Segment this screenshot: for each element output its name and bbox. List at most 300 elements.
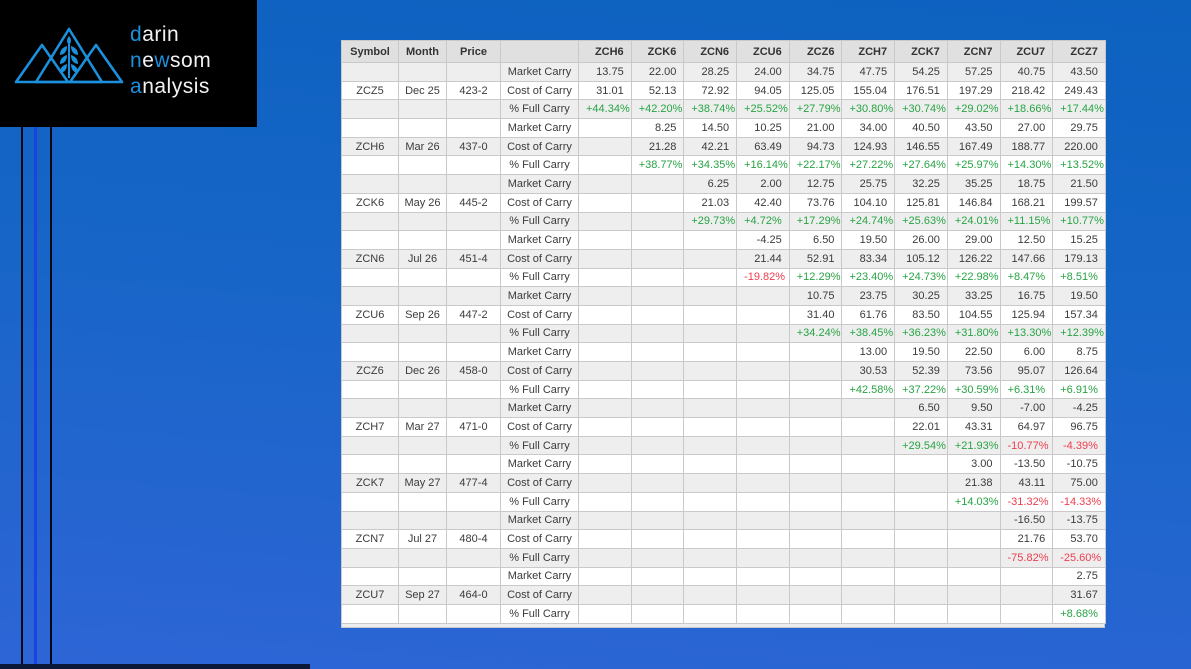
cell <box>399 436 447 455</box>
cell <box>447 100 501 119</box>
cell <box>579 343 632 362</box>
cell: 125.81 <box>895 193 948 212</box>
column-header <box>501 41 579 63</box>
cell: % Full Carry <box>501 100 579 119</box>
cell: 21.00 <box>789 119 842 138</box>
cell: 477-4 <box>447 474 501 493</box>
cell <box>684 455 737 474</box>
cell <box>789 418 842 437</box>
cell <box>631 231 684 250</box>
cell: +16.14% <box>737 156 790 175</box>
cell <box>1000 567 1053 586</box>
cell <box>579 567 632 586</box>
partial-row-sliver <box>341 624 1105 628</box>
cell: +4.72% <box>737 212 790 231</box>
cell <box>579 511 632 530</box>
cell: 32.25 <box>895 175 948 194</box>
cell: Cost of Carry <box>501 249 579 268</box>
cell <box>399 287 447 306</box>
cell <box>342 343 399 362</box>
cell <box>447 567 501 586</box>
cell: 2.00 <box>737 175 790 194</box>
cell <box>447 156 501 175</box>
cell: Cost of Carry <box>501 530 579 549</box>
cell <box>447 175 501 194</box>
cell: 54.25 <box>895 63 948 82</box>
cell: 73.76 <box>789 193 842 212</box>
cell: -19.82% <box>737 268 790 287</box>
cell: 19.50 <box>895 343 948 362</box>
cell: 40.75 <box>1000 63 1053 82</box>
table-row <box>342 436 1106 455</box>
cell: +36.23% <box>895 324 948 343</box>
cell <box>789 474 842 493</box>
cell: 437-0 <box>447 137 501 156</box>
cell <box>342 156 399 175</box>
cell <box>579 175 632 194</box>
cell: 21.03 <box>684 193 737 212</box>
cell: +14.30% <box>1000 156 1053 175</box>
table-row <box>342 81 1106 100</box>
cell: Cost of Carry <box>501 137 579 156</box>
cell: +37.22% <box>895 380 948 399</box>
cell: 464-0 <box>447 586 501 605</box>
cell <box>631 418 684 437</box>
cell: +12.29% <box>789 268 842 287</box>
cell: 445-2 <box>447 193 501 212</box>
cell <box>737 586 790 605</box>
cell: -4.25 <box>1053 399 1106 418</box>
column-header: ZCZ6 <box>789 41 842 63</box>
cell <box>737 418 790 437</box>
cell <box>399 268 447 287</box>
cell: 451-4 <box>447 249 501 268</box>
cell: Market Carry <box>501 63 579 82</box>
cell: +29.54% <box>895 436 948 455</box>
cell <box>737 474 790 493</box>
cell: 33.25 <box>947 287 1000 306</box>
column-header: ZCU7 <box>1000 41 1053 63</box>
wheat-mountains-logo-icon <box>14 26 124 86</box>
column-header: Price <box>447 41 501 63</box>
cell: % Full Carry <box>501 436 579 455</box>
cell: -13.50 <box>1000 455 1053 474</box>
cell <box>399 399 447 418</box>
cell: % Full Carry <box>501 604 579 623</box>
column-header: ZCH7 <box>842 41 895 63</box>
cell: -13.75 <box>1053 511 1106 530</box>
cell: Cost of Carry <box>501 586 579 605</box>
cell <box>399 156 447 175</box>
cell: ZCU6 <box>342 305 399 324</box>
cell <box>447 231 501 250</box>
cell <box>447 399 501 418</box>
cell <box>342 548 399 567</box>
cell <box>399 119 447 138</box>
cell <box>342 436 399 455</box>
table-row <box>342 455 1106 474</box>
cell: ZCN7 <box>342 530 399 549</box>
cell <box>631 586 684 605</box>
cell: 220.00 <box>1053 137 1106 156</box>
table-row <box>342 324 1106 343</box>
cell: % Full Carry <box>501 380 579 399</box>
cell: -10.75 <box>1053 455 1106 474</box>
cell: 53.70 <box>1053 530 1106 549</box>
cell <box>342 399 399 418</box>
cell <box>579 249 632 268</box>
cell <box>342 492 399 511</box>
cell: Sep 26 <box>399 305 447 324</box>
cell: -4.25 <box>737 231 790 250</box>
cell: Cost of Carry <box>501 362 579 381</box>
cell <box>842 436 895 455</box>
cell <box>579 212 632 231</box>
cell: 458-0 <box>447 362 501 381</box>
column-header: ZCU6 <box>737 41 790 63</box>
cell <box>789 511 842 530</box>
cell <box>631 287 684 306</box>
cell: % Full Carry <box>501 212 579 231</box>
cell <box>399 231 447 250</box>
cell <box>789 530 842 549</box>
cell <box>342 212 399 231</box>
cell: +21.93% <box>947 436 1000 455</box>
cell <box>579 455 632 474</box>
cell: 471-0 <box>447 418 501 437</box>
cell: 94.73 <box>789 137 842 156</box>
vertical-line <box>34 127 37 664</box>
cell <box>631 343 684 362</box>
cell: 35.25 <box>947 175 1000 194</box>
column-header: ZCN6 <box>684 41 737 63</box>
cell <box>579 305 632 324</box>
cell: -14.33% <box>1053 492 1106 511</box>
cell: 21.50 <box>1053 175 1106 194</box>
cell: May 27 <box>399 474 447 493</box>
table-row <box>342 305 1106 324</box>
cell: 19.50 <box>1053 287 1106 306</box>
cell: Dec 26 <box>399 362 447 381</box>
cell: 423-2 <box>447 81 501 100</box>
cell <box>447 436 501 455</box>
cell: 199.57 <box>1053 193 1106 212</box>
cell <box>842 511 895 530</box>
cell: Cost of Carry <box>501 305 579 324</box>
cell: +25.63% <box>895 212 948 231</box>
cell: +24.74% <box>842 212 895 231</box>
cell: 8.75 <box>1053 343 1106 362</box>
cell <box>737 567 790 586</box>
cell <box>842 548 895 567</box>
cell: -4.39% <box>1053 436 1106 455</box>
cell <box>895 586 948 605</box>
cell <box>789 436 842 455</box>
table-row <box>342 175 1106 194</box>
cell <box>447 511 501 530</box>
cell: 12.50 <box>1000 231 1053 250</box>
cell <box>579 530 632 549</box>
cell <box>842 586 895 605</box>
cell <box>447 492 501 511</box>
cell <box>579 418 632 437</box>
cell: 6.25 <box>684 175 737 194</box>
cell: +24.01% <box>947 212 1000 231</box>
cell <box>342 100 399 119</box>
cell: Market Carry <box>501 343 579 362</box>
cell <box>447 604 501 623</box>
cell: +29.02% <box>947 100 1000 119</box>
cell <box>947 548 1000 567</box>
cell: +34.35% <box>684 156 737 175</box>
vertical-line <box>21 127 23 664</box>
cell <box>579 604 632 623</box>
cell: -75.82% <box>1000 548 1053 567</box>
cell <box>947 567 1000 586</box>
cell: 95.07 <box>1000 362 1053 381</box>
table-row <box>342 343 1106 362</box>
table-row <box>342 511 1106 530</box>
logo-line: analysis <box>130 75 210 98</box>
cell <box>579 362 632 381</box>
cell <box>631 511 684 530</box>
cell <box>631 455 684 474</box>
cell <box>684 362 737 381</box>
cell: 12.75 <box>789 175 842 194</box>
cell: 126.22 <box>947 249 1000 268</box>
cell: 22.01 <box>895 418 948 437</box>
brand-logo <box>0 0 257 127</box>
cell <box>447 343 501 362</box>
cell: 23.75 <box>842 287 895 306</box>
column-header: Symbol <box>342 41 399 63</box>
cell <box>447 455 501 474</box>
cell: ZCN6 <box>342 249 399 268</box>
cell: -7.00 <box>1000 399 1053 418</box>
table-row <box>342 249 1106 268</box>
cell <box>342 63 399 82</box>
cell <box>631 362 684 381</box>
cell: Market Carry <box>501 567 579 586</box>
cell <box>631 492 684 511</box>
cell <box>684 492 737 511</box>
cell <box>737 604 790 623</box>
cell: 6.50 <box>895 399 948 418</box>
cell: 34.00 <box>842 119 895 138</box>
cell: ZCK7 <box>342 474 399 493</box>
cell <box>842 474 895 493</box>
cell <box>579 474 632 493</box>
cell <box>737 324 790 343</box>
cell <box>342 231 399 250</box>
table-row <box>342 287 1106 306</box>
cell <box>579 436 632 455</box>
cell <box>684 474 737 493</box>
table-header-row <box>342 41 1106 63</box>
cell <box>631 249 684 268</box>
cell <box>399 63 447 82</box>
cell: 42.21 <box>684 137 737 156</box>
cell: 19.50 <box>842 231 895 250</box>
cell <box>399 567 447 586</box>
cell <box>447 63 501 82</box>
cell <box>631 436 684 455</box>
cell: +23.40% <box>842 268 895 287</box>
cell: 63.49 <box>737 137 790 156</box>
cell <box>947 604 1000 623</box>
cell <box>631 324 684 343</box>
cell: 43.50 <box>1053 63 1106 82</box>
cell <box>342 455 399 474</box>
cell: +34.24% <box>789 324 842 343</box>
cell <box>789 362 842 381</box>
table-row <box>342 586 1106 605</box>
cell: % Full Carry <box>501 156 579 175</box>
cell <box>579 231 632 250</box>
cell: 25.75 <box>842 175 895 194</box>
cell <box>631 268 684 287</box>
cell: 6.00 <box>1000 343 1053 362</box>
cell <box>447 268 501 287</box>
table-row <box>342 193 1106 212</box>
table-row <box>342 492 1106 511</box>
cell: Market Carry <box>501 287 579 306</box>
cell: +13.30% <box>1000 324 1053 343</box>
cell: 179.13 <box>1053 249 1106 268</box>
cell: 167.49 <box>947 137 1000 156</box>
cell <box>579 193 632 212</box>
cell <box>399 492 447 511</box>
table-row <box>342 268 1106 287</box>
cell <box>579 156 632 175</box>
cell: 480-4 <box>447 530 501 549</box>
cell: 52.91 <box>789 249 842 268</box>
cell: 188.77 <box>1000 137 1053 156</box>
cell <box>842 567 895 586</box>
cell <box>684 287 737 306</box>
cell <box>579 137 632 156</box>
cell <box>399 324 447 343</box>
cell <box>342 287 399 306</box>
cell <box>342 567 399 586</box>
cell <box>684 399 737 418</box>
cell <box>399 175 447 194</box>
cell: 176.51 <box>895 81 948 100</box>
cell <box>789 567 842 586</box>
cell <box>631 567 684 586</box>
cell: ZCK6 <box>342 193 399 212</box>
cell <box>684 380 737 399</box>
cell: 21.76 <box>1000 530 1053 549</box>
cell <box>631 399 684 418</box>
cell <box>631 380 684 399</box>
cell: ZCZ6 <box>342 362 399 381</box>
cell: +42.20% <box>631 100 684 119</box>
column-header: ZCZ7 <box>1053 41 1106 63</box>
cell <box>579 548 632 567</box>
cell <box>342 511 399 530</box>
cell <box>789 343 842 362</box>
cell <box>1000 586 1053 605</box>
cell <box>684 249 737 268</box>
cell: 124.93 <box>842 137 895 156</box>
cell: +29.73% <box>684 212 737 231</box>
cell: +27.64% <box>895 156 948 175</box>
cell <box>579 586 632 605</box>
cell: 43.50 <box>947 119 1000 138</box>
cell: 42.40 <box>737 193 790 212</box>
cell <box>737 530 790 549</box>
cell <box>399 455 447 474</box>
cell: Sep 27 <box>399 586 447 605</box>
cell: +27.22% <box>842 156 895 175</box>
cell: Market Carry <box>501 175 579 194</box>
cell: -31.32% <box>1000 492 1053 511</box>
table-row <box>342 548 1106 567</box>
cell: +44.34% <box>579 100 632 119</box>
cell <box>399 380 447 399</box>
cell: 15.25 <box>1053 231 1106 250</box>
cell <box>631 530 684 549</box>
cell: ZCZ5 <box>342 81 399 100</box>
cell <box>342 604 399 623</box>
cell <box>447 119 501 138</box>
cell: 125.05 <box>789 81 842 100</box>
cell: +42.58% <box>842 380 895 399</box>
cell: 197.29 <box>947 81 1000 100</box>
cell: +25.97% <box>947 156 1000 175</box>
cell <box>789 604 842 623</box>
cell: 104.55 <box>947 305 1000 324</box>
cell: 94.05 <box>737 81 790 100</box>
cell: +38.45% <box>842 324 895 343</box>
cell: 8.25 <box>631 119 684 138</box>
cell: +27.79% <box>789 100 842 119</box>
cell: 22.00 <box>631 63 684 82</box>
cell: +18.66% <box>1000 100 1053 119</box>
table-row <box>342 100 1106 119</box>
cell: 249.43 <box>1053 81 1106 100</box>
cell <box>447 380 501 399</box>
cell: +31.80% <box>947 324 1000 343</box>
cell: 96.75 <box>1053 418 1106 437</box>
cell <box>842 530 895 549</box>
cell: 30.53 <box>842 362 895 381</box>
cell: 26.00 <box>895 231 948 250</box>
cell: May 26 <box>399 193 447 212</box>
cell <box>579 399 632 418</box>
cell <box>447 287 501 306</box>
cell: Jul 27 <box>399 530 447 549</box>
cell <box>631 305 684 324</box>
cell: +17.44% <box>1053 100 1106 119</box>
cell <box>737 436 790 455</box>
cell <box>684 586 737 605</box>
cell <box>737 287 790 306</box>
cell: 29.75 <box>1053 119 1106 138</box>
cell: 18.75 <box>1000 175 1053 194</box>
cell <box>399 604 447 623</box>
cell <box>789 548 842 567</box>
cell <box>399 100 447 119</box>
cell: +14.03% <box>947 492 1000 511</box>
cell <box>737 548 790 567</box>
cell: 21.38 <box>947 474 1000 493</box>
cell: +38.74% <box>684 100 737 119</box>
cell: 34.75 <box>789 63 842 82</box>
column-header: ZCK6 <box>631 41 684 63</box>
cell: % Full Carry <box>501 324 579 343</box>
